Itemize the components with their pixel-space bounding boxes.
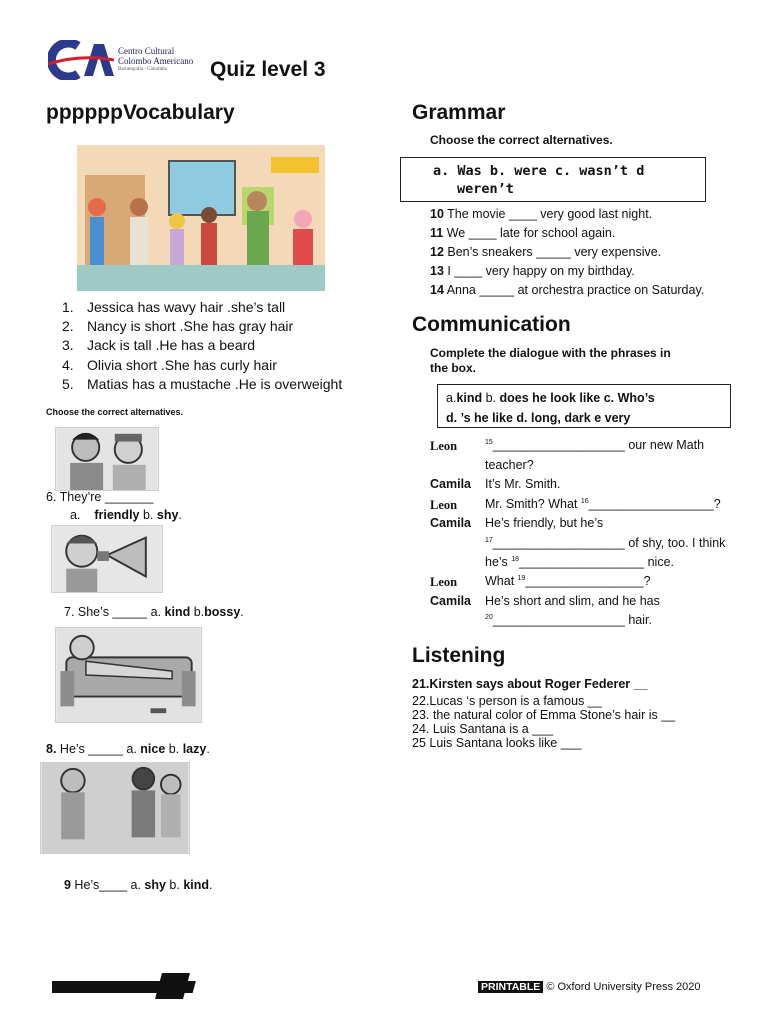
grammar-question <box>430 245 661 259</box>
q8-stem: He’s _____ a. <box>56 742 141 756</box>
line-text: ___________________ our new Math <box>492 438 705 452</box>
list-item <box>62 298 342 317</box>
question-6-options <box>70 507 182 523</box>
blank-number: 19 <box>517 574 526 582</box>
question-6 <box>46 489 154 505</box>
dialogue-line: He’s friendly, but he’s <box>485 516 604 530</box>
q6-b-label: b. <box>139 508 154 522</box>
q6-a-label: a. <box>70 508 81 522</box>
dialogue-line <box>485 497 721 511</box>
listening-question-22: 22.Lucas ‘s person is a famous __ <box>412 694 602 708</box>
listening-question-21: 21.Kirsten says about Roger Federer __ <box>412 677 648 691</box>
question-number: 12 <box>430 245 444 259</box>
q8-number: 8. <box>46 742 57 756</box>
item-text: Nancy is short .She has gray hair <box>87 318 294 335</box>
megaphone-illustration <box>51 525 163 593</box>
dialogue-line: He’s short and slim, and he has <box>485 594 660 608</box>
friends-illustration <box>55 427 159 491</box>
question-number: 11 <box>430 226 444 240</box>
q6-option-a: friendly <box>94 508 140 522</box>
org-line2: Colombo Americano <box>118 56 194 66</box>
item-number: 3. <box>62 337 74 354</box>
grammar-question <box>430 226 615 240</box>
line-text: ___________________ of shy, too. I think <box>492 536 726 550</box>
communication-heading: Communication <box>412 313 571 336</box>
question-number: 10 <box>430 207 444 221</box>
phrase-b-label: b. <box>482 391 500 405</box>
question-text: I ____ very happy on my birthday. <box>443 264 635 278</box>
q8-option-b: lazy <box>182 742 207 756</box>
phrase-e: e very <box>590 411 631 425</box>
question-number: 13 <box>430 264 444 278</box>
grammar-options-box <box>400 157 706 202</box>
question-number: 14 <box>430 283 444 297</box>
phrase-a-label: a. <box>446 391 457 405</box>
family-shop-illustration <box>77 145 325 291</box>
q8-option-a: nice <box>140 742 166 756</box>
blank-number: 18 <box>511 555 519 563</box>
org-line3: Barranquilla - Colombia <box>118 67 167 72</box>
q9-end: . <box>209 878 213 892</box>
q7-b-label: b. <box>190 605 205 619</box>
question-8 <box>46 741 210 757</box>
item-text: Matias has a mustache .He is overweight <box>87 375 343 392</box>
line-text: Mr. Smith? What <box>485 497 581 511</box>
question-text: We ____ late for school again. <box>443 226 616 240</box>
item-text: Olivia short .She has curly hair <box>87 356 277 373</box>
grammar-question <box>430 264 635 278</box>
blank-number: 20 <box>485 613 493 621</box>
q7-stem: 7. She’s _____ a. <box>64 605 165 619</box>
item-number: 5. <box>62 375 74 392</box>
grammar-instruction: Choose the correct alternatives. <box>430 133 613 147</box>
phrase-c: c. Who’s <box>600 391 655 405</box>
blank-number: 15 <box>485 438 493 446</box>
listening-question-24: 24. Luis Santana is a ___ <box>412 722 554 736</box>
q8-end: . <box>206 742 210 756</box>
printable-badge: PRINTABLE <box>478 981 543 993</box>
question-7 <box>64 604 244 620</box>
line-text: he’s <box>485 555 512 569</box>
org-line1: Centro Cultural <box>118 46 175 56</box>
q6-end: . <box>178 508 182 522</box>
phrase-b: does he look like <box>499 391 601 405</box>
speaker-camila: Camila <box>430 477 471 491</box>
q9-stem: He’s____ a. <box>70 878 145 892</box>
vocabulary-instruction: Choose the correct alternatives. <box>46 407 184 417</box>
blank-number: 16 <box>580 497 589 505</box>
question-text: Anna _____ at orchestra practice on Saturday. <box>443 283 705 297</box>
dialogue-line <box>485 536 725 550</box>
item-number: 1. <box>62 299 74 315</box>
blank-number: 17 <box>485 536 493 544</box>
vocabulary-list <box>62 298 342 394</box>
list-item <box>62 356 342 375</box>
dialogue-line <box>485 438 704 452</box>
communication-instruction <box>430 346 671 376</box>
phrases-line2 <box>446 408 730 428</box>
phrase-a: kind <box>456 391 483 405</box>
speaker-leon: Leon <box>430 498 458 512</box>
quiz-title: Quiz level 3 <box>210 58 326 81</box>
question-text: Ben’s sneakers _____ very expensive. <box>443 245 662 259</box>
q7-option-b: bossy <box>204 605 241 619</box>
grammar-question <box>430 283 704 297</box>
list-item <box>62 375 342 394</box>
speaker-leon: Leon <box>430 439 458 453</box>
q9-number: 9 <box>64 878 71 892</box>
item-number: 4. <box>62 356 74 373</box>
listening-heading: Listening <box>412 644 506 667</box>
grammar-options-line2: weren’t <box>457 181 514 197</box>
phrase-d: d. ’s he like <box>446 411 513 425</box>
dialogue-line <box>485 555 674 569</box>
logo-icon <box>48 40 114 80</box>
question-9 <box>64 877 213 893</box>
line-text: What <box>485 574 518 588</box>
speaker-leon: Leon <box>430 575 458 589</box>
speaker-camila: Camila <box>430 516 471 530</box>
q9-b-label: b. <box>165 878 184 892</box>
q6-stem: 6. They’re _______ <box>46 490 154 504</box>
line-blank: _________________? <box>525 574 651 588</box>
instruction-line2: the box. <box>430 361 477 375</box>
copyright-footer <box>478 981 701 993</box>
grammar-heading: Grammar <box>412 101 506 124</box>
q9-option-a: shy <box>144 878 166 892</box>
dialogue-line <box>485 613 652 627</box>
line-text: ___________________ hair. <box>492 613 652 627</box>
item-number: 2. <box>62 318 74 335</box>
vocabulary-heading: ppppppVocabulary <box>46 101 235 124</box>
dialogue-line: It’s Mr. Smith. <box>485 477 561 491</box>
phrases-box <box>437 384 731 428</box>
item-text: Jessica has wavy hair .she’s tall <box>87 299 286 315</box>
q7-end: . <box>240 605 244 619</box>
line-blank: __________________ nice. <box>518 555 674 569</box>
list-item <box>62 317 342 336</box>
listening-question-23: 23. the natural color of Emma Stone’s hair is __ <box>412 708 676 722</box>
line-blank: __________________? <box>588 497 721 511</box>
dialogue-line: teacher? <box>485 458 534 472</box>
linkit-logo <box>52 973 198 999</box>
question-text: The movie ____ very good last night. <box>443 207 653 221</box>
instruction-line1: Complete the dialogue with the phrases in <box>430 346 671 360</box>
grammar-question <box>430 207 652 221</box>
q8-b-label: b. <box>165 742 183 756</box>
list-item <box>62 336 342 355</box>
listening-question-25: 25 Luis Santana looks like ___ <box>412 736 582 750</box>
q9-option-b: kind <box>183 878 210 892</box>
phrases-line1 <box>446 388 730 408</box>
copyright-text: © Oxford University Press 2020 <box>546 981 701 993</box>
org-name <box>118 46 193 73</box>
phrase-d2: d. long, dark <box>512 411 591 425</box>
lazy-boy-couch-illustration <box>55 627 202 723</box>
grammar-options-line1: a. Was b. were c. wasn’t d <box>433 163 645 179</box>
item-text: Jack is tall .He has a beard <box>87 337 256 354</box>
q7-option-a: kind <box>164 605 191 619</box>
q6-option-b: shy <box>156 508 179 522</box>
dialogue-line <box>485 574 651 588</box>
speaker-camila: Camila <box>430 594 471 608</box>
three-boys-illustration <box>40 762 190 854</box>
